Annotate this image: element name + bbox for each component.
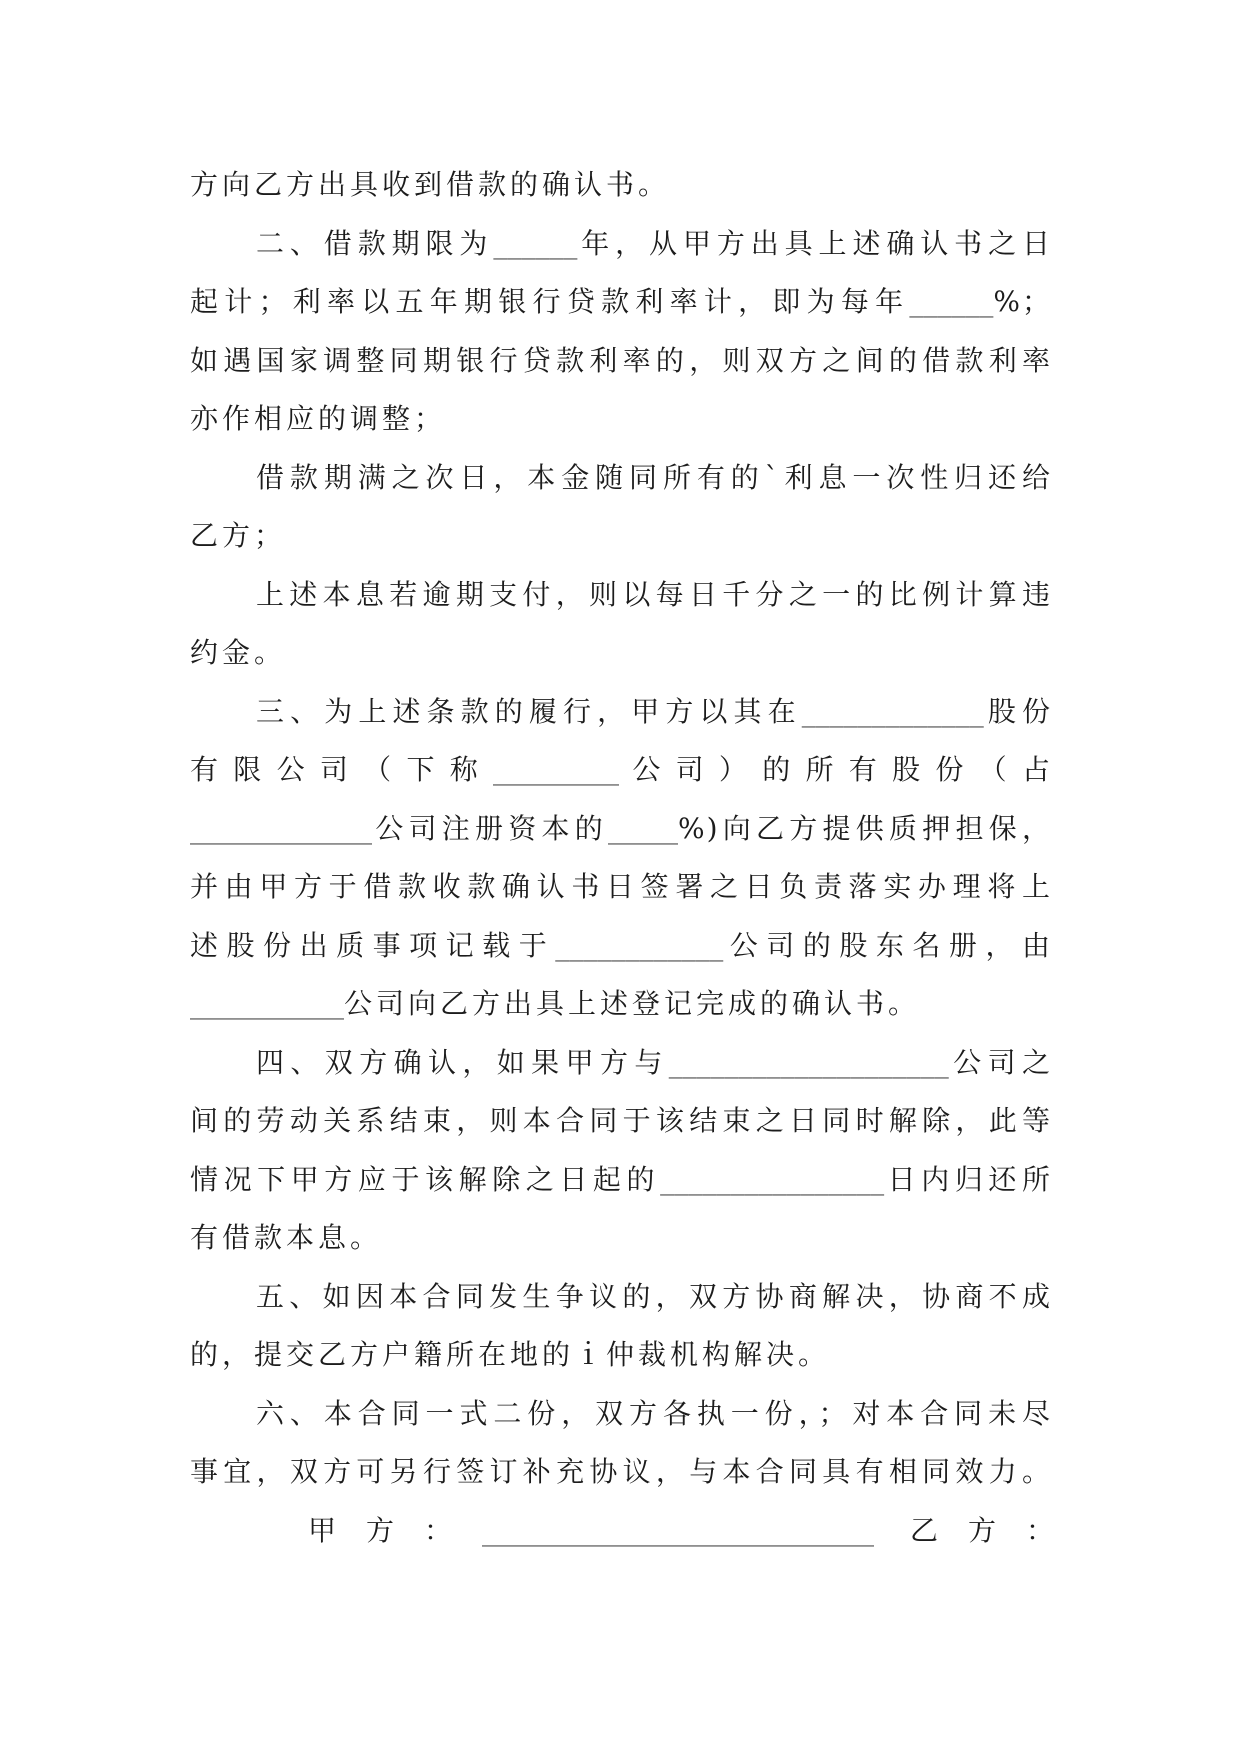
document-line: _____________公司注册资本的_____%)向乙方提供质押担保， (190, 811, 1052, 845)
document-line: ___________公司向乙方出具上述登记完成的确认书。 (190, 987, 921, 1020)
paragraph-clause-5 (190, 1268, 1052, 1385)
party-b-label: 乙方： (910, 1513, 1085, 1547)
signature-line (190, 1502, 1085, 1561)
blank-field: _____________ (801, 694, 984, 728)
paragraph-clause-6 (190, 1385, 1052, 1502)
document-line: 的，提交乙方户籍所在地的ｉ仲裁机构解决。 (190, 1338, 831, 1371)
document-line: 方向乙方出具收到借款的确认书。 (190, 168, 671, 201)
document-line: 亦作相应的调整； (190, 402, 447, 435)
document-line: 有限公司（下称_________公司）的所有股份（占 (190, 753, 1052, 786)
blank-field: ________________ (660, 1162, 885, 1196)
document-line: 五、如因本合同发生争议的，双方协商解决，协商不成 (256, 1279, 1052, 1313)
document-line: 二、借款期限为______年，从甲方出具上述确认书之日 (256, 226, 1052, 260)
document-line: 有借款本息。 (190, 1221, 383, 1254)
paragraph-clause-3 (190, 683, 1052, 1034)
document-line: 述股份出质事项记载于____________公司的股东名册，由 (190, 928, 1052, 962)
document-line: 三、为上述条款的履行，甲方以其在_____________股份 (256, 694, 1052, 728)
blank-field: _________ (493, 753, 620, 786)
document-line: 事宜，双方可另行签订补充协议，与本合同具有相同效力。 (190, 1455, 1052, 1488)
document-body (190, 156, 1085, 1560)
document-line: 上述本息若逾期支付，则以每日千分之一的比例计算违 (256, 577, 1052, 611)
document-line: 起计；利率以五年期银行贷款利率计，即为每年______%； (190, 285, 1052, 318)
blank-field: ____________________ (668, 1045, 949, 1079)
paragraph-clause-2 (190, 215, 1052, 449)
document-line: 情况下甲方应于该解除之日起的________________日内归还所 (190, 1162, 1052, 1196)
document-line: 间的劳动关系结束，则本合同于该结束之日同时解除，此等 (190, 1104, 1052, 1137)
blank-field: _____ (607, 811, 678, 845)
party-a-label: 甲方： (308, 1513, 483, 1547)
paragraph-clause-4 (190, 1034, 1052, 1268)
blank-field: ___________ (190, 987, 344, 1020)
paragraph-repayment (190, 449, 1052, 566)
document-line: 如遇国家调整同期银行贷款利率的，则双方之间的借款利率 (190, 343, 1052, 377)
paragraph-continuation (190, 156, 1052, 215)
document-line: 借款期满之次日，本金随同所有的`利息一次性归还给 (256, 460, 1052, 494)
blank-field: ____________ (555, 928, 724, 962)
document-line: 并由甲方于借款收款确认书日签署之日负责落实办理将上 (190, 870, 1052, 903)
document-line: 六、本合同一式二份，双方各执一份，；对本合同未尽 (256, 1396, 1052, 1430)
blank-field: _____________ (190, 811, 372, 845)
document-line: 乙方； (190, 519, 287, 552)
paragraph-penalty (190, 566, 1052, 683)
blank-field: ______ (493, 226, 578, 260)
party-a-signature-blank: ____________________________ (482, 1513, 875, 1547)
document-line: 四、双方确认，如果甲方与____________________公司之 (256, 1045, 1052, 1079)
blank-field: ______ (909, 285, 994, 318)
document-line: 约金。 (190, 636, 287, 669)
